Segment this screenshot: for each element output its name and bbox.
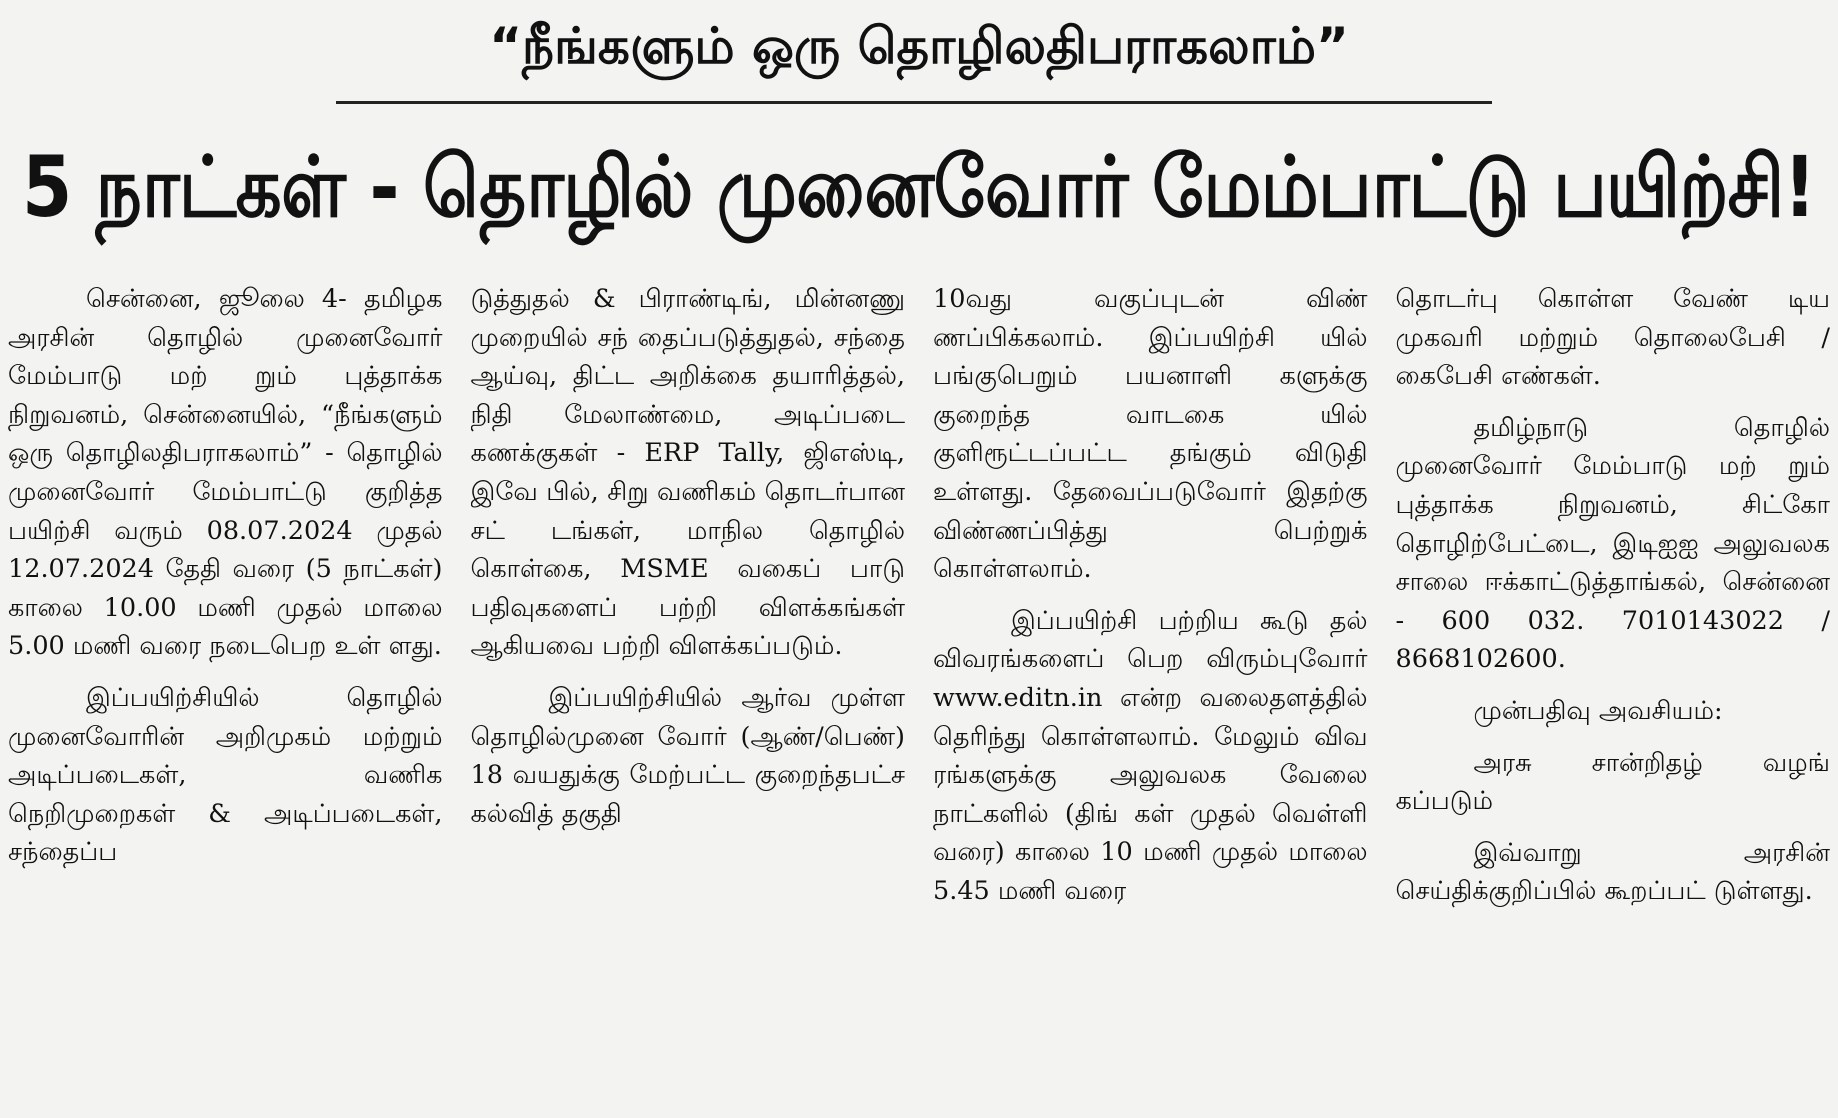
paragraph: இப்பயிற்சி பற்றிய கூடு தல் விவரங்களைப் பெற விரும்புவோர் www.editn.in என்ற வலைதளத்தில் தெரிந்து கொள்ளலாம். மேலும் விவ ரங்களுக்கு அலுவலக வேலை நாட்களில் (திங் கள் முதல் வெள்ளி வரை) காலை 10 மணி முதல் மாலை 5.45 மணி வரை xyxy=(933,605,1368,906)
paragraph: இப்பயிற்சியில் தொழில் முனைவோரின் அறிமுகம் மற்றும் அடிப்படைகள், வணிக நெறிமுறைகள் & அடிப்படைகள், சந்தைப்ப xyxy=(8,682,443,868)
column-4 xyxy=(1396,280,1831,1110)
headline-text: 5 நாட்கள் - தொழில் முனைவோர் மேம்பாட்டு பயிற்சி! xyxy=(22,138,1816,236)
paragraph: இப்பயிற்சியில் ஆர்வ முள்ள தொழில்முனை வோர் (ஆண்/பெண்) 18 வயதுக்கு மேற்பட்ட குறைந்தபட்ச கல்வித் தகுதி xyxy=(470,682,905,829)
paragraph: இவ்வாறு அரசின் செய்திக்குறிப்பில் கூறப்பட் டுள்ளது. xyxy=(1395,837,1830,907)
kicker-underline xyxy=(336,101,1492,104)
paragraph: முன்பதிவு அவசியம்: xyxy=(1473,695,1723,726)
paragraph: அரசு சான்றிதழ் வழங் கப்படும் xyxy=(1395,747,1830,817)
paragraph: தொடர்பு கொள்ள வேண் டிய முகவரி மற்றும் தொலைபேசி / கைபேசி எண்கள். xyxy=(1395,284,1830,392)
column-2 xyxy=(471,280,906,1110)
column-3 xyxy=(933,280,1368,1110)
kicker-quote: “நீங்களும் ஒரு தொழிலதிபராகலாம்” xyxy=(489,17,1349,75)
paragraph: தமிழ்நாடு தொழில் முனைவோர் மேம்பாடு மற் றும் புத்தாக்க நிறுவனம், சிட்கோ தொழிற்பேட்டை, இடிஐஐ அலுவலக சாலை ஈக்காட்டுத்தாங்கல், சென்னை - 600 032. 7010143022 / 8668102600. xyxy=(1395,412,1830,675)
paragraph: டுத்துதல் & பிராண்டிங், மின்னணு முறையில் சந் தைப்படுத்துதல், சந்தை ஆய்வு, திட்ட அறிக்கை தயாரித்தல், நிதி மேலாண்மை, அடிப்படை கணக்குகள் - ERP Tally, ஜிஎஸ்டி, இவே பில், சிறு வணிகம் தொடர்பான சட் டங்கள், மாநில தொழில் கொள்கை, MSME வகைப் பாடு பதிவுகளைப் பற்றி விளக்கங்கள் ஆகியவை பற்றி விளக்கப்படும். xyxy=(470,284,905,662)
headline xyxy=(0,112,1838,262)
paragraph: 10வது வகுப்புடன் விண் ணப்பிக்கலாம். இப்பயிற்சி யில் பங்குபெறும் பயனாளி களுக்கு குறைந்த வாடகை யில் குளிரூட்டப்பட்ட தங்கும் விடுதி உள்ளது. தேவைப்படுவோர் இதற்கு விண்ணப்பித்து பெற்றுக் கொள்ளலாம். xyxy=(933,284,1368,585)
article-body xyxy=(8,280,1830,1110)
paragraph: சென்னை, ஜூலை 4- தமிழக அரசின் தொழில் முனைவோர் மேம்பாடு மற் றும் புத்தாக்க நிறுவனம், சென்னையில், “நீங்களும் ஒரு தொழிலதிபராகலாம்” - தொழில் முனைவோர் மேம்பாட்டு குறித்த பயிற்சி வரும் 08.07.2024 முதல் 12.07.2024 தேதி வரை (5 நாட்கள்) காலை 10.00 மணி முதல் மாலை 5.00 மணி வரை நடைபெற உள் ளது. xyxy=(8,284,443,662)
column-1 xyxy=(8,280,443,1110)
